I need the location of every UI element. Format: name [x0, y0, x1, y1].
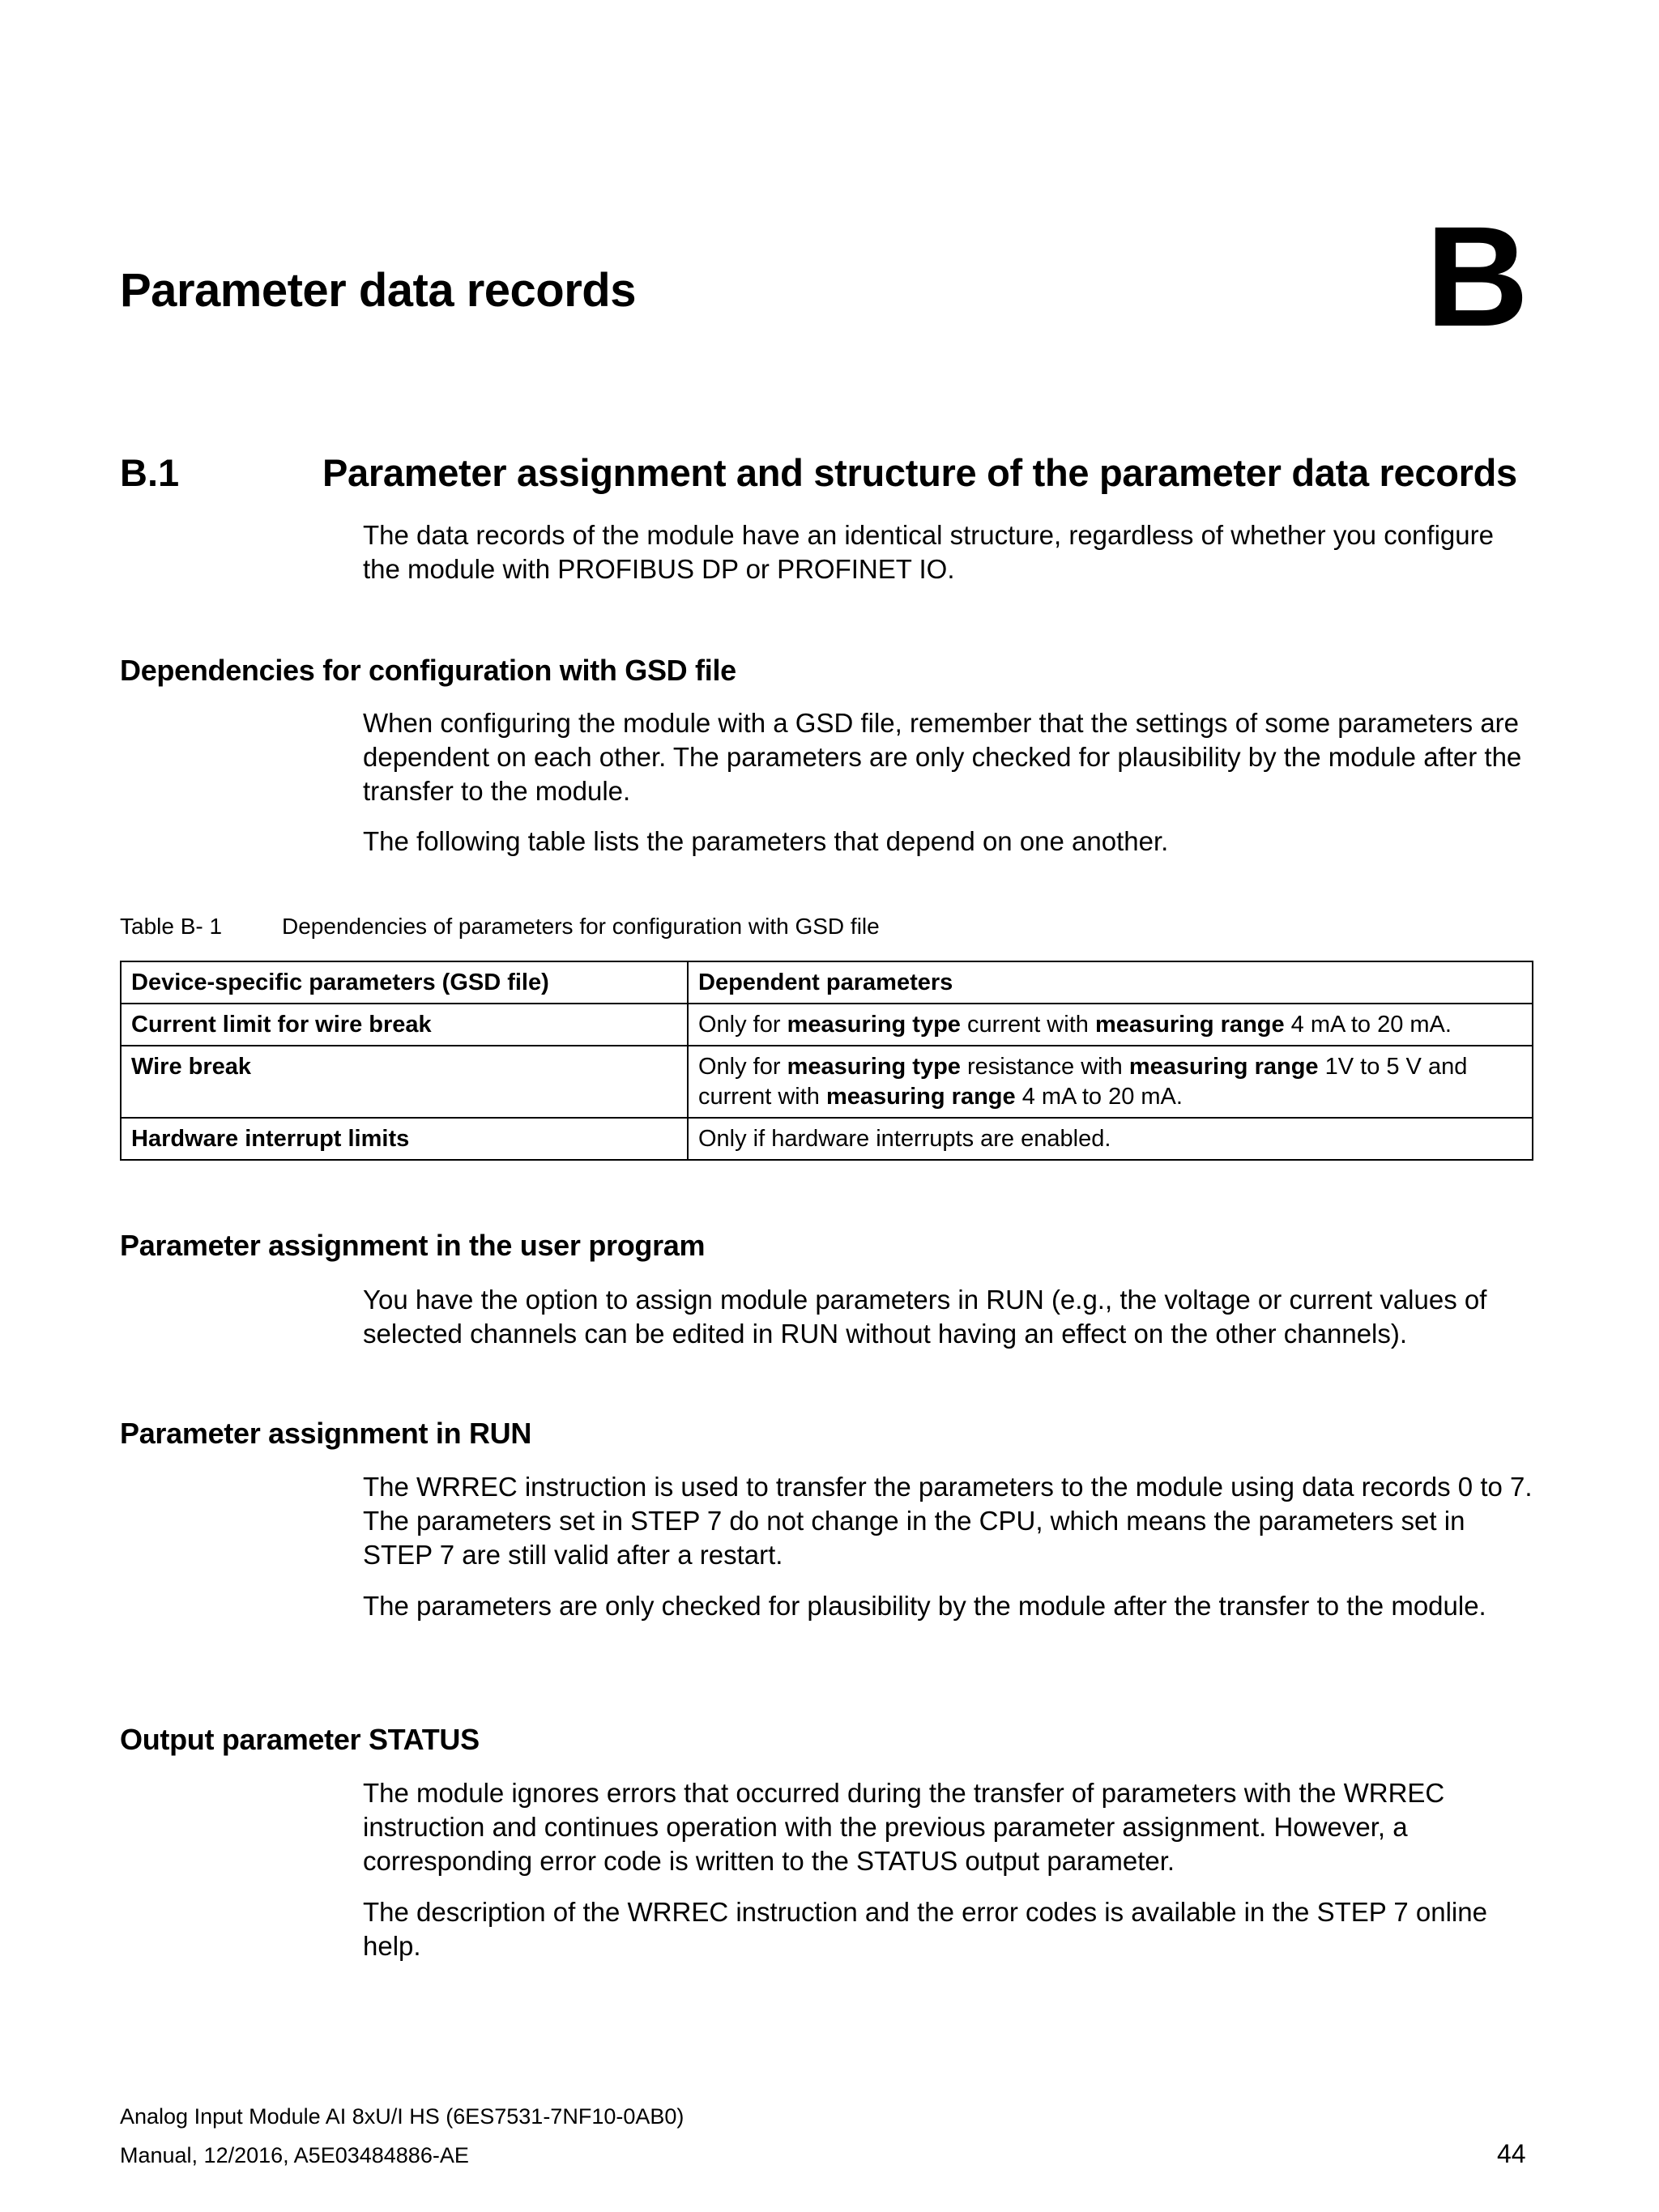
text-run: Only if hardware interrupts are enabled. — [698, 1126, 1111, 1152]
run-paragraph-2: The parameters are only checked for plausibility by the module after the transfer to the module. — [363, 1591, 1486, 1621]
footer-manual: Manual, 12/2016, A5E03484886-AE — [120, 2143, 469, 2167]
dependencies-heading: Dependencies for configuration with GSD file — [120, 654, 736, 687]
run-paragraph: The WRREC instruction is used to transfer the parameters to the module using data records 0 to 7. The parameters set in STEP 7 do not change in the CPU, which means the parameters set in STEP 7 are still valid after a restart. — [363, 1472, 1533, 1570]
table-cell-param: Hardware interrupt limits — [121, 1118, 688, 1160]
table-cell-dep — [688, 1046, 1533, 1118]
status-paragraph-2: The description of the WRREC instruction and the error codes is available in the STEP 7 online help. — [363, 1897, 1487, 1961]
table-cell-param: Current limit for wire break — [121, 1004, 688, 1046]
table-row — [121, 1004, 1533, 1046]
page-number: 44 — [1497, 2139, 1526, 2168]
dependencies-table — [120, 961, 1533, 1161]
text-run-bold: measuring range — [825, 1084, 1016, 1110]
text-run: 4 mA to 20 mA. — [1284, 1012, 1452, 1038]
text-run: resistance with — [960, 1054, 1129, 1080]
table-row — [121, 1046, 1533, 1118]
user-program-heading: Parameter assignment in the user program — [120, 1229, 706, 1262]
section-number: B.1 — [120, 451, 180, 494]
user-program-paragraph: You have the option to assign module parameters in RUN (e.g., the voltage or current values of selected channels can be edited in RUN without having an effect on the other channels). — [363, 1285, 1487, 1349]
table-header-row — [121, 961, 1533, 1004]
text-run-bold: measuring range — [1128, 1054, 1319, 1080]
text-run: current with — [960, 1012, 1095, 1038]
status-heading: Output parameter STATUS — [120, 1723, 480, 1756]
table-cell-dep — [688, 1118, 1533, 1160]
table-header-cell: Dependent parameters — [688, 961, 1533, 1004]
chapter-title: Parameter data records — [120, 264, 636, 317]
table-row — [121, 1118, 1533, 1160]
table-cell-param: Wire break — [121, 1046, 688, 1118]
dependencies-paragraph: When configuring the module with a GSD file, remember that the settings of some parameters are dependent on each other. The parameters are only checked for plausibility by the module after the transfer to the module. — [363, 708, 1522, 806]
intro-paragraph: The data records of the module have an identical structure, regardless of whether you configure the module with PROFIBUS DP or PROFINET IO. — [363, 520, 1494, 584]
text-run: Only for — [698, 1012, 787, 1038]
text-run-bold: measuring type — [787, 1054, 961, 1080]
text-run: 4 mA to 20 mA. — [1015, 1084, 1183, 1110]
table-caption-label: Table B- 1 — [120, 914, 223, 939]
table-caption-text: Dependencies of parameters for configuration with GSD file — [282, 914, 880, 939]
status-paragraph: The module ignores errors that occurred during the transfer of parameters with the WRREC instruction and continues operation with the previous parameter assignment. However, a corresponding error code is written to the STATUS output parameter. — [363, 1778, 1445, 1876]
table-header-cell: Device-specific parameters (GSD file) — [121, 961, 688, 1004]
footer-product: Analog Input Module AI 8xU/I HS (6ES7531-7NF10-0AB0) — [120, 2104, 684, 2129]
table-cell-dep — [688, 1004, 1533, 1046]
dependencies-paragraph-2: The following table lists the parameters that depend on one another. — [363, 826, 1169, 856]
table-caption — [120, 914, 880, 939]
run-heading: Parameter assignment in RUN — [120, 1417, 532, 1450]
chapter-letter: B — [1426, 198, 1529, 356]
text-run-bold: measuring range — [1094, 1012, 1285, 1038]
text-run: Only for — [698, 1054, 787, 1080]
section-title: Parameter assignment and structure of the parameter data records — [322, 451, 1517, 494]
text-run-bold: measuring type — [787, 1012, 961, 1038]
text-run: 1V to 5 V and current with — [698, 1054, 1468, 1110]
